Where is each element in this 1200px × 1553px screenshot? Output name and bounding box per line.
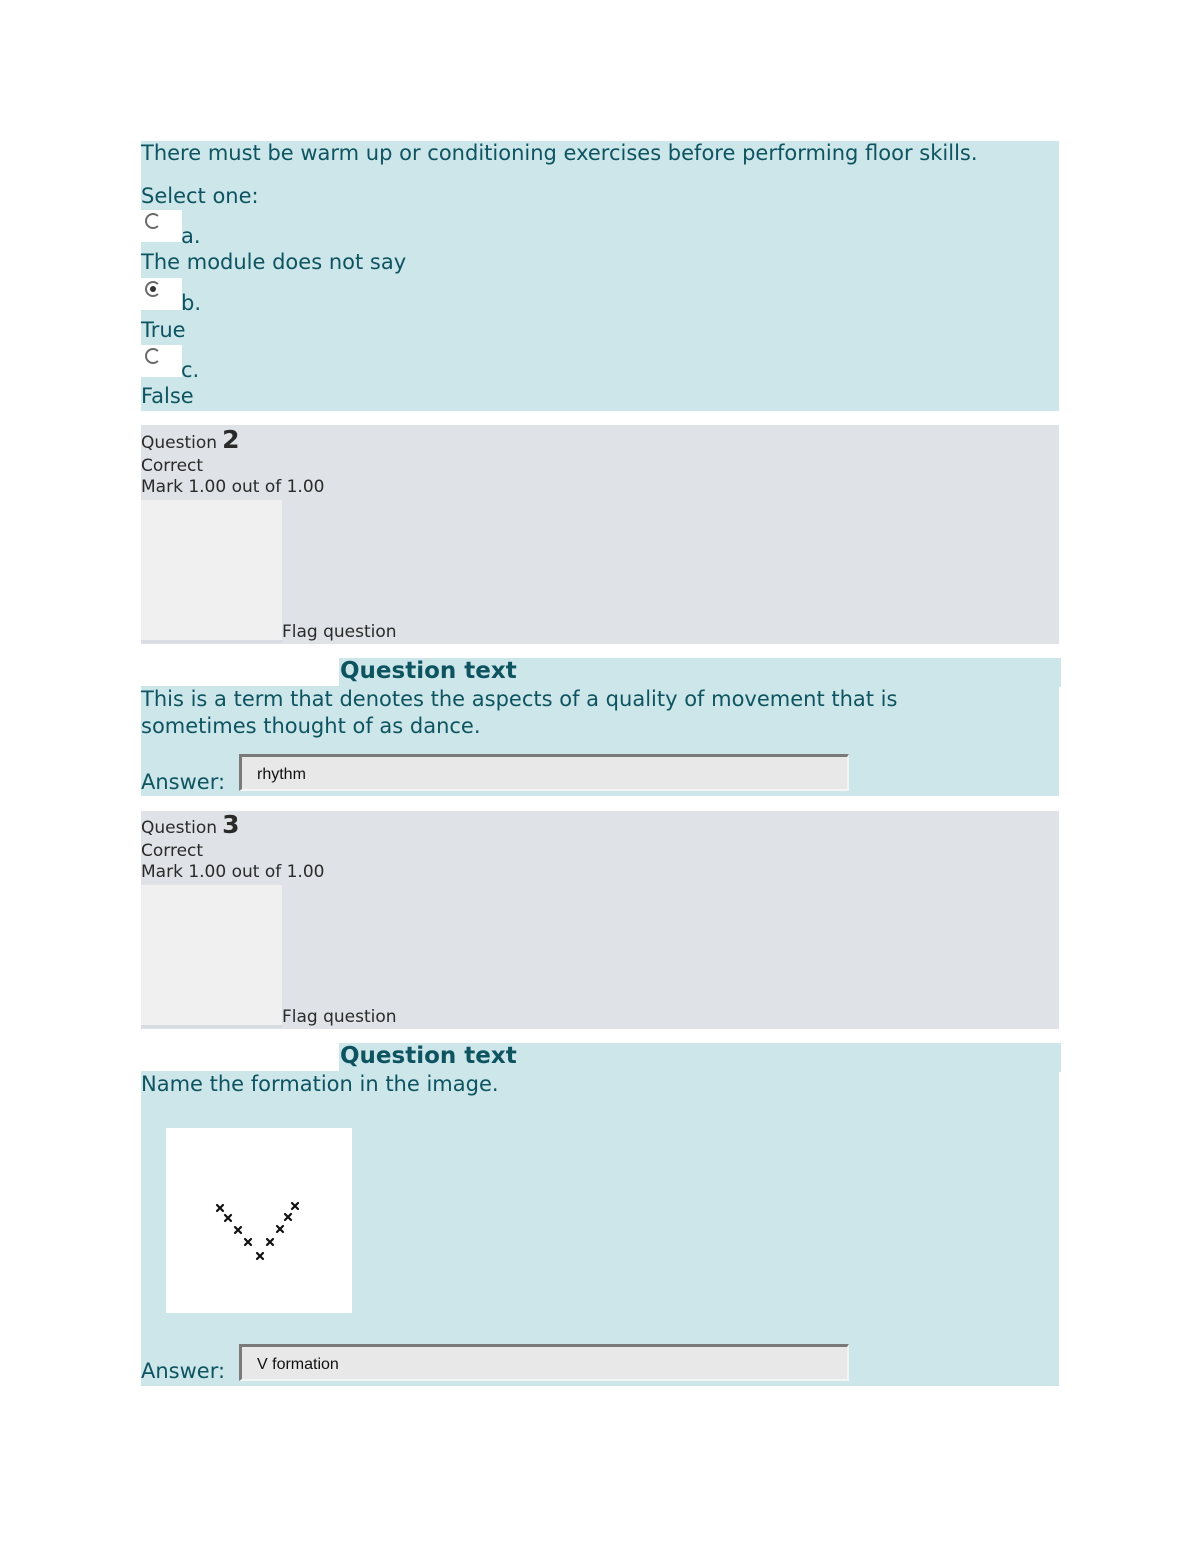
question1-text: There must be warm up or conditioning exercises before performing floor skills. <box>141 141 978 165</box>
question2-answer-input[interactable] <box>239 754 849 791</box>
flag-toggle-area[interactable] <box>141 500 282 640</box>
question2-text-line1: This is a term that denotes the aspects of a quality of movement that is <box>141 687 898 711</box>
radio-unchecked-icon <box>145 348 161 364</box>
question-label: Question <box>141 818 218 838</box>
question1-content <box>141 141 1059 411</box>
option-c-radio[interactable] <box>141 345 182 377</box>
question2-flag-link[interactable]: Flag question <box>282 622 397 642</box>
question2-mark: Mark 1.00 out of 1.00 <box>141 477 325 497</box>
option-a-radio[interactable] <box>141 210 182 242</box>
question2-text-line2: sometimes thought of as dance. <box>141 714 481 738</box>
flag-toggle-area[interactable] <box>141 885 282 1025</box>
flag-divider <box>141 640 282 643</box>
question3-mark: Mark 1.00 out of 1.00 <box>141 862 325 882</box>
radio-checked-icon <box>145 281 161 297</box>
question3-text: Name the formation in the image. <box>141 1072 499 1096</box>
question3-state: Correct <box>141 841 204 861</box>
question2-state: Correct <box>141 456 204 476</box>
question3-flag-link[interactable]: Flag question <box>282 1007 397 1027</box>
question2-heading <box>141 425 240 454</box>
select-one-prompt: Select one: <box>141 184 259 208</box>
question-number: 3 <box>222 810 240 839</box>
question3-text-heading: Question text <box>340 1043 517 1069</box>
question3-answer-input[interactable] <box>239 1344 849 1381</box>
question3-answer-label: Answer: <box>141 1359 226 1383</box>
question2-answer-label: Answer: <box>141 770 226 794</box>
v-formation-icon <box>166 1128 352 1313</box>
option-b-letter: b. <box>181 291 202 315</box>
option-c-letter: c. <box>181 358 200 382</box>
formation-image <box>166 1128 352 1313</box>
question-label: Question <box>141 433 218 453</box>
option-b-label[interactable]: True <box>141 318 186 342</box>
radio-unchecked-icon <box>145 213 161 229</box>
option-b-radio[interactable] <box>141 278 182 310</box>
option-a-letter: a. <box>181 224 201 248</box>
question-number: 2 <box>222 425 240 454</box>
option-a-label[interactable]: The module does not say <box>141 250 407 274</box>
option-c-label[interactable]: False <box>141 384 194 408</box>
question3-heading <box>141 810 240 839</box>
question2-text-heading: Question text <box>340 658 517 684</box>
flag-divider <box>141 1025 282 1028</box>
